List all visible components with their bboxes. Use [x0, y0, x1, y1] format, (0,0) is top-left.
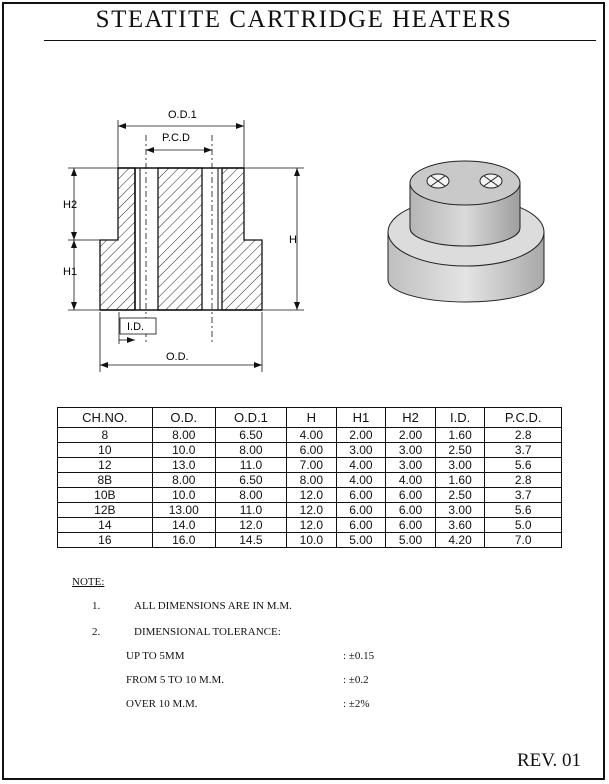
- table-cell: 4.00: [336, 473, 386, 488]
- revision-label: REV. 01: [517, 750, 582, 771]
- table-cell: 3.00: [386, 458, 436, 473]
- tolerance-range: OVER 10 M.M.: [126, 698, 198, 710]
- table-cell: 5.0: [485, 518, 562, 533]
- note-1-number: 1.: [92, 600, 101, 612]
- table-cell: 6.00: [386, 503, 436, 518]
- pcd-dimension: [146, 132, 212, 153]
- table-row: [58, 518, 562, 533]
- table-cell: 13.0: [152, 458, 215, 473]
- id-dimension: [119, 312, 156, 344]
- table-cell: 12: [58, 458, 153, 473]
- table-row: [58, 458, 562, 473]
- table-cell: 12B: [58, 503, 153, 518]
- col-header: H: [287, 408, 337, 428]
- table-cell: 3.00: [435, 458, 485, 473]
- table-cell: 8.00: [152, 428, 215, 443]
- table-cell: 6.50: [215, 473, 286, 488]
- table-cell: 1.60: [435, 428, 485, 443]
- h-label: H: [289, 234, 297, 246]
- table-cell: 12.0: [287, 518, 337, 533]
- page-title: STEATITE CARTRIDGE HEATERS: [95, 6, 513, 33]
- table-cell: 4.00: [386, 473, 436, 488]
- table-cell: 2.00: [336, 428, 386, 443]
- table-cell: 5.6: [485, 458, 562, 473]
- col-header: O.D.1: [215, 408, 286, 428]
- note-2-number: 2.: [92, 626, 101, 638]
- table-cell: 3.60: [435, 518, 485, 533]
- col-header: H2: [386, 408, 436, 428]
- table-cell: 10B: [58, 488, 153, 503]
- col-header: P.C.D.: [485, 408, 562, 428]
- table-row: [58, 428, 562, 443]
- table-cell: 3.7: [485, 443, 562, 458]
- table-cell: 12.0: [287, 503, 337, 518]
- col-header: H1: [336, 408, 386, 428]
- h1-label: H1: [63, 266, 78, 278]
- table-cell: 6.50: [215, 428, 286, 443]
- col-header: O.D.: [152, 408, 215, 428]
- table-cell: 12.0: [287, 488, 337, 503]
- table-cell: 10.0: [152, 488, 215, 503]
- table-cell: 2.8: [485, 428, 562, 443]
- specification-table: [57, 407, 562, 548]
- isometric-view: [388, 161, 544, 302]
- od1-label: O.D.1: [168, 109, 197, 121]
- table-cell: 4.20: [435, 533, 485, 548]
- table-cell: 6.00: [336, 518, 386, 533]
- note-2-text: DIMENSIONAL TOLERANCE:: [134, 626, 281, 638]
- table-cell: 3.00: [336, 443, 386, 458]
- h2-label: H2: [63, 199, 78, 211]
- table-cell: 1.60: [435, 473, 485, 488]
- tolerance-range: FROM 5 TO 10 M.M.: [126, 674, 225, 686]
- table-cell: 16: [58, 533, 153, 548]
- table-cell: 4.00: [336, 458, 386, 473]
- tolerance-value: : ±0.15: [343, 650, 375, 662]
- table-cell: 4.00: [287, 428, 337, 443]
- table-row: [58, 473, 562, 488]
- note-heading: NOTE:: [72, 576, 105, 588]
- od-label: O.D.: [166, 351, 189, 363]
- table-cell: 14.0: [152, 518, 215, 533]
- table-cell: 8.00: [215, 443, 286, 458]
- table-cell: 6.00: [336, 503, 386, 518]
- table-row: [58, 488, 562, 503]
- table-header-row: [58, 408, 562, 428]
- table-cell: 12.0: [215, 518, 286, 533]
- tolerance-value: : ±0.2: [343, 674, 369, 686]
- table-cell: 14.5: [215, 533, 286, 548]
- table-cell: 5.00: [386, 533, 436, 548]
- tolerance-value: : ±2%: [343, 698, 370, 710]
- table-cell: 8.00: [152, 473, 215, 488]
- table-cell: 14: [58, 518, 153, 533]
- tolerance-range: UP TO 5MM: [126, 650, 185, 662]
- table-cell: 3.00: [386, 443, 436, 458]
- table-cell: 16.0: [152, 533, 215, 548]
- table-cell: 8: [58, 428, 153, 443]
- table-cell: 8.00: [215, 488, 286, 503]
- cross-section-view: [100, 135, 262, 345]
- table-cell: 6.00: [336, 488, 386, 503]
- table-row: [58, 443, 562, 458]
- table-row: [58, 503, 562, 518]
- pcd-label: P.C.D: [162, 132, 190, 144]
- table-cell: 2.50: [435, 443, 485, 458]
- table-cell: 10: [58, 443, 153, 458]
- table-cell: 10.0: [152, 443, 215, 458]
- table-cell: 7.0: [485, 533, 562, 548]
- id-label: I.D.: [127, 321, 145, 333]
- table-cell: 11.0: [215, 503, 286, 518]
- table-cell: 2.50: [435, 488, 485, 503]
- col-header: I.D.: [435, 408, 485, 428]
- table-cell: 10.0: [287, 533, 337, 548]
- table-cell: 6.00: [386, 488, 436, 503]
- table-cell: 5.6: [485, 503, 562, 518]
- table-cell: 13.00: [152, 503, 215, 518]
- table-cell: 2.00: [386, 428, 436, 443]
- table-cell: 5.00: [336, 533, 386, 548]
- table-cell: 11.0: [215, 458, 286, 473]
- table-row: [58, 533, 562, 548]
- col-header: CH.NO.: [58, 408, 153, 428]
- table-cell: 8B: [58, 473, 153, 488]
- table-cell: 6.00: [386, 518, 436, 533]
- table-cell: 8.00: [287, 473, 337, 488]
- table-cell: 3.00: [435, 503, 485, 518]
- table-cell: 7.00: [287, 458, 337, 473]
- table-cell: 2.8: [485, 473, 562, 488]
- note-1-text: ALL DIMENSIONS ARE IN M.M.: [134, 600, 292, 612]
- table-cell: 3.7: [485, 488, 562, 503]
- table-cell: 6.00: [287, 443, 337, 458]
